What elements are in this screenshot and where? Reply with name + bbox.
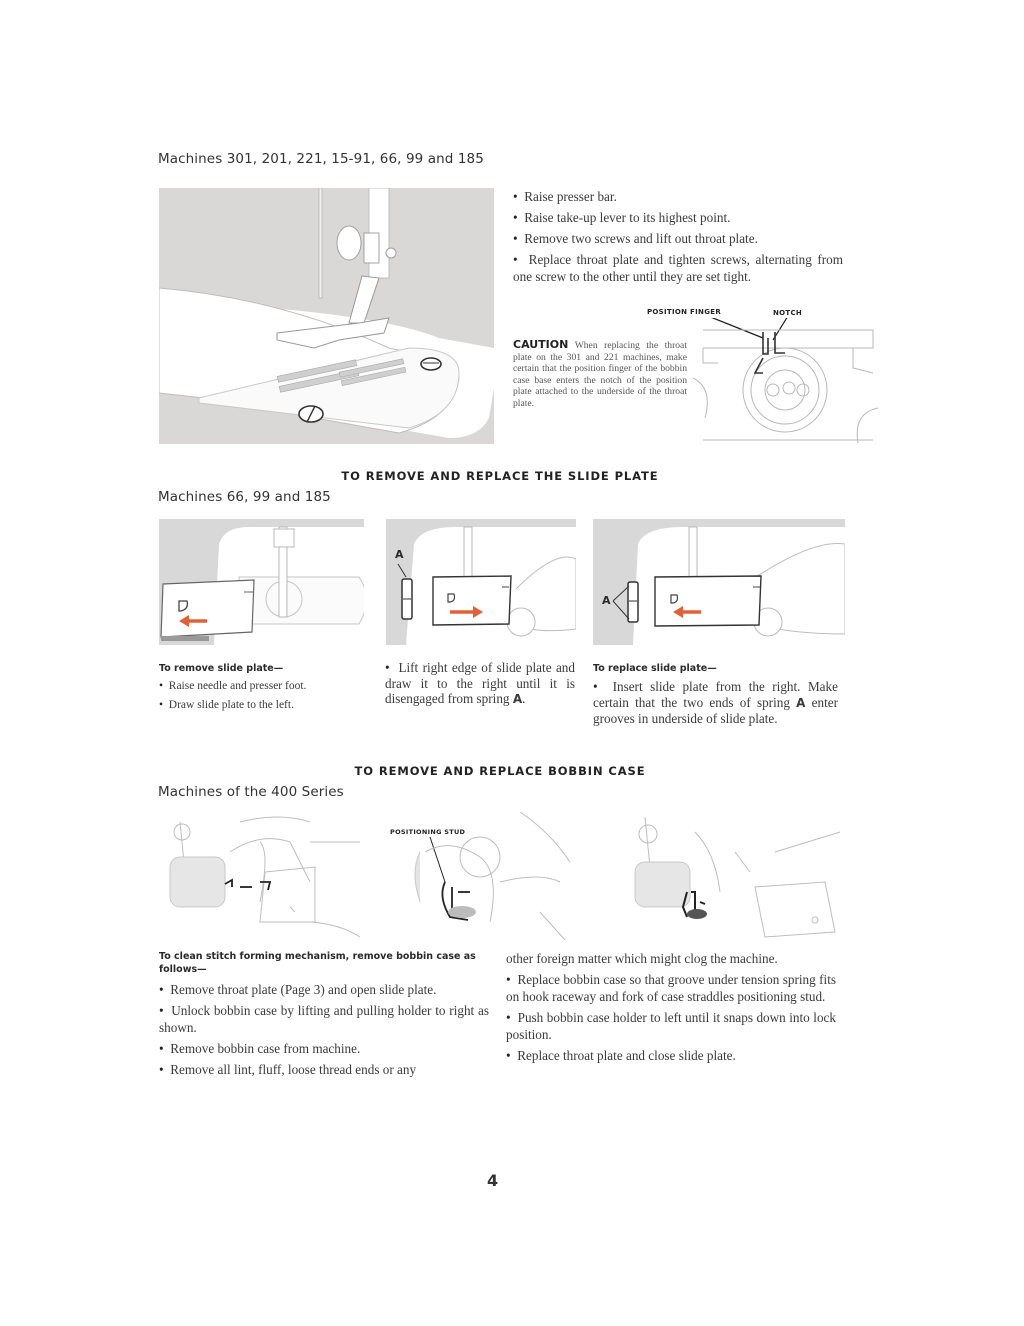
step-item: • Remove two screws and lift out throat plate.	[513, 230, 843, 247]
step-item: • Remove throat plate (Page 3) and open slide plate.	[159, 981, 489, 998]
bobbin-left-column	[159, 950, 489, 1082]
machines-title-section3: Machines of the 400 Series	[158, 784, 344, 800]
position-finger-label: POSITION FINGER	[647, 308, 722, 316]
machines-title-section2: Machines 66, 99 and 185	[158, 489, 331, 505]
positioning-stud-label: POSITIONING STUD	[390, 828, 466, 836]
step-item: • Remove bobbin case from machine.	[159, 1040, 489, 1057]
step-item: • Replace bobbin case so that groove under tension spring fits on hook raceway and fork of case straddles positioning stud.	[506, 971, 836, 1005]
caution-word: CAUTION	[513, 338, 569, 351]
throat-plate-steps	[513, 188, 843, 289]
section-heading-bobbin-case: TO REMOVE AND REPLACE BOBBIN CASE	[354, 764, 646, 778]
step-item: • Remove all lint, fluff, loose thread ends or any	[159, 1061, 489, 1078]
replace-slide-plate-column	[593, 662, 838, 727]
replace-step-text: • Insert slide plate from the right. Make certain that the two ends of spring	[593, 679, 838, 710]
throat-plate-illustration	[159, 188, 494, 444]
section-heading-slide-plate: TO REMOVE AND REPLACE THE SLIDE PLATE	[341, 469, 659, 483]
bobbin-figure-2	[390, 812, 605, 940]
lift-step-text: • Lift right edge of slide plate and draw it to the right until it is disengaged from spring	[385, 660, 575, 706]
step-item: • Unlock bobbin case by lifting and pulling holder to right as shown.	[159, 1002, 489, 1036]
step-item: • Replace throat plate and close slide plate.	[506, 1047, 836, 1064]
slide-plate-figure-1	[159, 519, 364, 645]
spring-a-label: A	[395, 548, 404, 561]
notch-label: NOTCH	[773, 309, 803, 317]
spring-a-ref: A	[512, 692, 523, 706]
step-item: • Draw slide plate to the left.	[159, 698, 359, 713]
replace-step-text-end: enter grooves in underside of slide plate.	[593, 694, 839, 726]
bobbin-notch-illustration	[693, 318, 878, 446]
step-item: • Raise take-up lever to its highest point.	[513, 209, 843, 226]
slide-plate-figure-2	[386, 519, 576, 645]
spring-a-ref: A	[796, 695, 806, 710]
replace-slide-plate-heading: To replace slide plate—	[593, 663, 717, 674]
clean-mechanism-heading: To clean stitch forming mechanism, remove bobbin case as follows—	[159, 951, 476, 975]
replace-slide-plate-step	[593, 679, 838, 727]
step-item: • Raise presser bar.	[513, 188, 843, 205]
caution-text: When replacing the throat plate on the 301 and 221 machines, make certain that the position finger of the bobbin case base enters the notch of the position plate attached to the underside of the throat plate.	[513, 340, 687, 409]
caution-note	[513, 339, 687, 410]
spring-a-label: A	[602, 594, 611, 607]
remove-slide-plate-column	[159, 662, 359, 717]
bobbin-right-column	[506, 950, 836, 1068]
step-item: • Replace throat plate and tighten screws, alternating from one screw to the other until they are set tight.	[513, 251, 843, 285]
bobbin-figure-1	[160, 812, 370, 940]
period: .	[522, 691, 526, 706]
step-item: • Push bobbin case holder to left until it snaps down into lock position.	[506, 1009, 836, 1043]
lift-slide-plate-step	[385, 660, 575, 708]
continuation-text: other foreign matter which might clog the machine.	[506, 951, 778, 966]
remove-slide-plate-heading: To remove slide plate—	[159, 663, 284, 674]
page-number: 4	[487, 1171, 499, 1190]
bobbin-figure-3	[625, 812, 845, 940]
step-item: • Raise needle and presser foot.	[159, 679, 359, 694]
slide-plate-figure-3	[593, 519, 845, 645]
machines-title-section1: Machines 301, 201, 221, 15-91, 66, 99 and 185	[158, 151, 484, 167]
